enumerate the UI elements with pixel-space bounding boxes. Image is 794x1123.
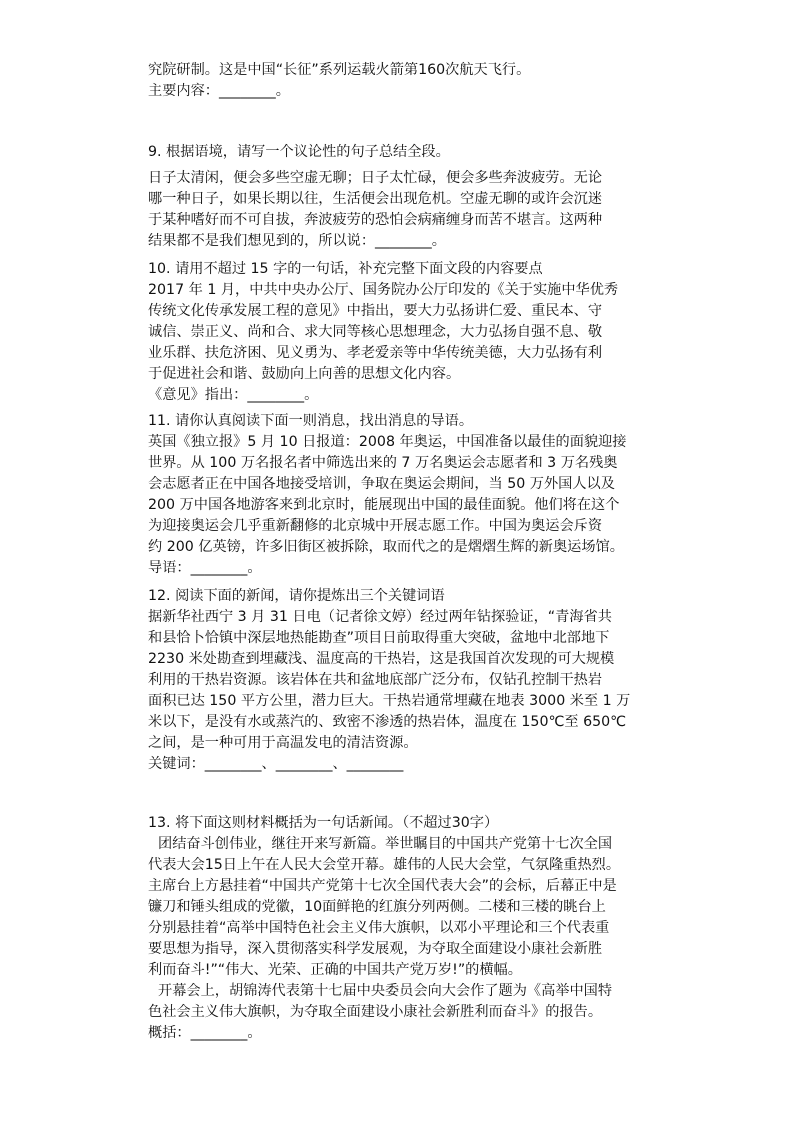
paragraph-line: 于促进社会和谐、鼓励向上向善的思想文化内容。 xyxy=(148,366,461,382)
answer-line: 概括：________。 xyxy=(148,1025,262,1041)
answer-line: 关键词：________、________、________ xyxy=(148,756,404,772)
paragraph-line: 主席台上方悬挂着“中国共产党第十七次全国代表大会”的会标，后幕正中是 xyxy=(148,878,617,894)
paragraph-line: 2017 年 1 月，中共中央办公厅、国务院办公厅印发的《关于实施中华优秀 xyxy=(148,282,619,298)
paragraph-line: 世界。从 100 万名报名者中筛选出来的 7 万名奥运会志愿者和 3 万名残奥 xyxy=(148,455,618,471)
intro-answer-line: 主要内容：________。 xyxy=(148,83,290,99)
answer-line: 结果都不是我们想见到的，所以说：________。 xyxy=(148,233,446,249)
question-9-title: 9. 根据语境，请写一个议论性的句子总结全段。 xyxy=(148,144,450,160)
paragraph-line: 开幕会上，胡锦涛代表第十七届中央委员会向大会作了题为《高举中国特 xyxy=(158,983,613,999)
paragraph-line: 约 200 亿英镑，许多旧街区被拆除，取而代之的是熠熠生辉的新奥运场馆。 xyxy=(148,539,624,555)
question-12-title: 12. 阅读下面的新闻，请你提炼出三个关键词语 xyxy=(148,588,445,604)
paragraph-line: 200 万中国各地游客来到北京时，能展现出中国的最佳面貌。他们将在这个 xyxy=(148,497,620,513)
question-12 xyxy=(148,586,668,775)
answer-line: 导语：________。 xyxy=(148,560,262,576)
paragraph-line: 传统文化传承发展工程的意见》中指出，要大力弘扬讲仁爱、重民本、守 xyxy=(148,303,603,319)
paragraph-line: 据新华社西宁 3 月 31 日电（记者徐文婷）经过两年钻探验证，“青海省共 xyxy=(148,609,612,625)
paragraph-line: 日子太清闲，便会多些空虚无聊；日子太忙碌，便会多些奔波疲劳。无论 xyxy=(148,170,603,186)
paragraph-line: 会志愿者正在中国各地接受培训，争取在奥运会期间，当 50 万外国人以及 xyxy=(148,476,615,492)
question-9 xyxy=(148,142,668,163)
paragraph-line: 利用的干热岩资源。该岩体在共和盆地底部广泛分布，仅钻孔控制干热岩 xyxy=(148,672,603,688)
question-13-title: 13. 将下面这则材料概括为一句话新闻。（不超过30字） xyxy=(148,815,499,831)
question-11-title: 11. 请你认真阅读下面一则消息，找出消息的导语。 xyxy=(148,413,474,429)
paragraph-line: 诚信、崇正义、尚和合、求大同等核心思想理念，大力弘扬自强不息、敬 xyxy=(148,324,603,340)
question-10 xyxy=(148,259,668,406)
answer-line: 《意见》指出：________。 xyxy=(148,387,319,403)
paragraph-line: 利而奋斗!”“伟大、光荣、正确的中国共产党万岁!”的横幅。 xyxy=(148,962,522,978)
paragraph-line: 哪一种日子，如果长期以往，生活便会出现危机。空虚无聊的或许会沉迷 xyxy=(148,191,603,207)
intro-line: 究院研制。这是中国“长征”系列运载火箭第160次航天飞行。 xyxy=(148,62,531,78)
paragraph-line: 米以下，是没有水或蒸汽的、致密不渗透的热岩体，温度在 150℃至 650℃ xyxy=(148,714,627,730)
question-9-body xyxy=(148,168,668,252)
paragraph-line: 色社会主义伟大旗帜，为夺取全面建设小康社会新胜利而奋斗》的报告。 xyxy=(148,1004,603,1020)
question-13 xyxy=(148,813,668,1044)
paragraph-line: 之间，是一种可用于高温发电的清洁资源。 xyxy=(148,735,418,751)
paragraph-line: 团结奋斗创伟业，继往开来写新篇。举世瞩目的中国共产党第十七次全国 xyxy=(158,836,613,852)
paragraph-line: 面积已达 150 平方公里，潜力巨大。干热岩通常埋藏在地表 3000 米至 1 万 xyxy=(148,693,631,709)
paragraph-line: 要思想为指导，深入贯彻落实科学发展观，为夺取全面建设小康社会新胜 xyxy=(148,941,603,957)
question-10-title: 10. 请用不超过 15 字的一句话，补充完整下面文段的内容要点 xyxy=(148,261,543,277)
paragraph-line: 代表大会15日上午在人民大会堂开幕。雄伟的人民大会堂，气氛隆重热烈。 xyxy=(148,857,621,873)
paragraph-line: 2230 米处勘查到埋藏浅、温度高的干热岩，这是我国首次发现的可大规模 xyxy=(148,651,615,667)
paragraph-line: 于某种嗜好而不可自拔，奔波疲劳的恐怕会病痛缠身而苦不堪言。这两种 xyxy=(148,212,603,228)
question-11 xyxy=(148,411,668,579)
intro-section xyxy=(148,60,668,102)
paragraph-line: 为迎接奥运会几乎重新翻修的北京城中开展志愿工作。中国为奥运会斥资 xyxy=(148,518,603,534)
paragraph-line: 分别悬挂着“高举中国特色社会主义伟大旗帜，以邓小平理论和三个代表重 xyxy=(148,920,610,936)
paragraph-line: 英国《独立报》5 月 10 日报道：2008 年奥运，中国准备以最佳的面貌迎接 xyxy=(148,434,627,450)
paragraph-line: 和县恰卜恰镇中深层地热能勘查”项目日前取得重大突破，盆地中北部地下 xyxy=(148,630,610,646)
paragraph-line: 镰刀和锤头组成的党徽，10面鲜艳的红旗分列两侧。二楼和三楼的眺台上 xyxy=(148,899,606,915)
paragraph-line: 业乐群、扶危济困、见义勇为、孝老爱亲等中华传统美德，大力弘扬有利 xyxy=(148,345,603,361)
